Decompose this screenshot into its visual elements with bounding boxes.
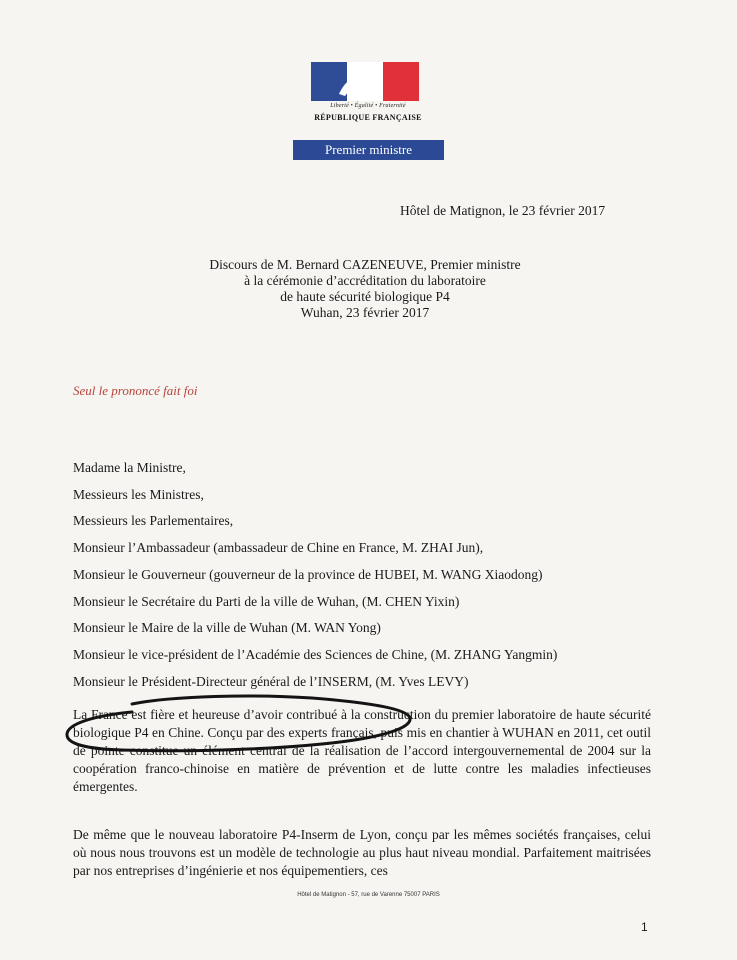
header-line-2: à la cérémonie d’accréditation du laboratoire [244, 273, 486, 288]
paragraph-2: De même que le nouveau laboratoire P4-Inserm de Lyon, conçu par les mêmes sociétés françaises, celui où nous nous trouvons est un modèle de technologie au plus haut niveau mondial. Parfaitement maitrisées par nos entreprises d’ingénierie et nos équipementiers, ces [73, 827, 651, 878]
place-date: Hôtel de Matignon, le 23 février 2017 [400, 203, 606, 218]
salutation-line: Monsieur le Président-Directeur général de l’INSERM, (M. Yves LEVY) [73, 673, 469, 689]
french-flag-icon [311, 62, 419, 101]
salutation-line: Monsieur le Maire de la ville de Wuhan (M. WAN Yong) [73, 620, 381, 636]
header-line-1: Discours de M. Bernard CAZENEUVE, Premier ministre [209, 257, 521, 272]
header-line-4: Wuhan, 23 février 2017 [300, 305, 430, 320]
page-number: 1 [641, 920, 648, 934]
salutation-line: Monsieur le vice-président de l’Académie des Sciences de Chine, (M. ZHANG Yangmin) [73, 646, 558, 662]
salutation-line: Monsieur l’Ambassadeur (ambassadeur de Chine en France, M. ZHAI Jun), [73, 540, 484, 556]
marianne-icon [333, 64, 373, 100]
premier-ministre-banner: Premier ministre [293, 140, 444, 160]
header-line-3: de haute sécurité biologique P4 [280, 289, 450, 304]
speech-header [150, 257, 580, 321]
footer-address: Hôtel de Matignon - 57, rue de Varenne 75007 PARIS [297, 892, 440, 898]
motto-text: Liberté • Égalité • Fraternité [330, 103, 406, 109]
salutation-line: Madame la Ministre, [73, 460, 186, 475]
salutation-line: Monsieur le Gouverneur (gouverneur de la province de HUBEI, M. WANG Xiaodong) [73, 566, 543, 582]
republique-francaise-text: RÉPUBLIQUE FRANÇAISE [314, 113, 422, 122]
salutations-list [73, 455, 673, 695]
paragraph-1: La France est fière et heureuse d’avoir contribué à la construction du premier laboratoire de haute sécurité biologique P4 en Chine. Conçu par des experts français, puis mis en chantier à WUHAN en 2011, cet outil de pointe constitue un élément central de la réalisation de l’accord intergouvernemental de 2004 sur la coopération franco-chinoise en matière de prévention et de lutte contre les maladies infectieuses émergentes. [73, 707, 651, 794]
salutation-line: Monsieur le Secrétaire du Parti de la ville de Wuhan, (M. CHEN Yixin) [73, 593, 460, 609]
salutation-line: Messieurs les Ministres, [73, 486, 204, 502]
hand-drawn-circle-annotation [62, 694, 414, 758]
salutation-line: Messieurs les Parlementaires, [73, 513, 234, 529]
disclaimer: Seul le prononcé fait foi [73, 383, 198, 398]
